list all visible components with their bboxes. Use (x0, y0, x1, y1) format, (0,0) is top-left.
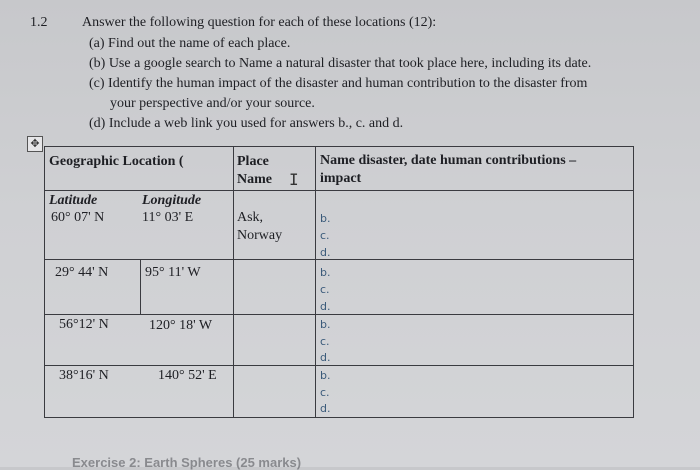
question-line-3: (b) Use a google search to Name a natural disaster that took place here, including its date. (89, 56, 592, 71)
header-place-name: Place Name (237, 154, 272, 187)
table-border-right (633, 146, 634, 418)
row-divider-1 (44, 259, 634, 260)
row1-letter-d: d. (320, 246, 331, 259)
question-number: 1.2 (30, 15, 48, 30)
row4-letter-b: b. (320, 369, 331, 382)
row2-longitude: 95° 11' W (145, 265, 201, 280)
column-divider-disaster (315, 146, 316, 418)
row3-letter-c: c. (320, 335, 330, 348)
row3-longitude: 120° 18' W (149, 318, 213, 333)
row2-latitude: 29° 44' N (55, 265, 109, 280)
row1-place-line1: Ask, (237, 210, 264, 225)
row1-latitude: 60° 07' N (51, 210, 105, 225)
row-divider-3 (44, 365, 634, 366)
row4-latitude: 38°16' N (59, 368, 109, 383)
subheader-longitude: Longitude (142, 193, 202, 208)
row3-latitude: 56°12' N (59, 317, 109, 332)
question-line-4: (c) Identify the human impact of the disaster and human contribution to the disaster from (89, 76, 588, 91)
row2-letter-c: c. (320, 283, 330, 296)
question-line-2: (a) Find out the name of each place. (89, 36, 291, 51)
row2-lat-lon-divider (140, 259, 141, 314)
row1-letter-c: c. (320, 229, 330, 242)
row1-place-line2: Norway (237, 228, 283, 243)
row1-longitude: 11° 03' E (142, 210, 194, 225)
header-geographic-location: Geographic Location ( (49, 154, 184, 169)
question-line-1: Answer the following question for each of these locations (12): (82, 15, 437, 30)
row3-letter-d: d. (320, 351, 331, 364)
row3-letter-b: b. (320, 318, 331, 331)
table-border-left (44, 146, 45, 418)
table-move-handle-icon[interactable]: ✥ (27, 136, 43, 152)
column-divider-place (233, 146, 234, 418)
text-cursor-icon: I (289, 170, 299, 189)
row4-letter-c: c. (320, 386, 330, 399)
row4-letter-d: d. (320, 402, 331, 415)
row4-longitude: 140° 52' E (158, 368, 217, 383)
header-disaster-line2: impact (320, 171, 362, 186)
row2-letter-d: d. (320, 300, 331, 313)
subheader-latitude: Latitude (49, 193, 98, 208)
question-line-6: (d) Include a web link you used for answers b., c. and d. (89, 116, 404, 131)
row2-letter-b: b. (320, 266, 331, 279)
table-border-top (44, 146, 634, 147)
row-divider-2 (44, 314, 634, 315)
header-disaster-line1: Name disaster, date human contributions – (320, 153, 577, 168)
next-exercise-heading: Exercise 2: Earth Spheres (25 marks) (72, 455, 302, 470)
header-divider (44, 190, 634, 191)
question-line-5: your perspective and/or your source. (110, 96, 315, 111)
row1-letter-b: b. (320, 212, 331, 225)
table-border-bottom (44, 417, 634, 418)
locations-table (44, 146, 634, 418)
